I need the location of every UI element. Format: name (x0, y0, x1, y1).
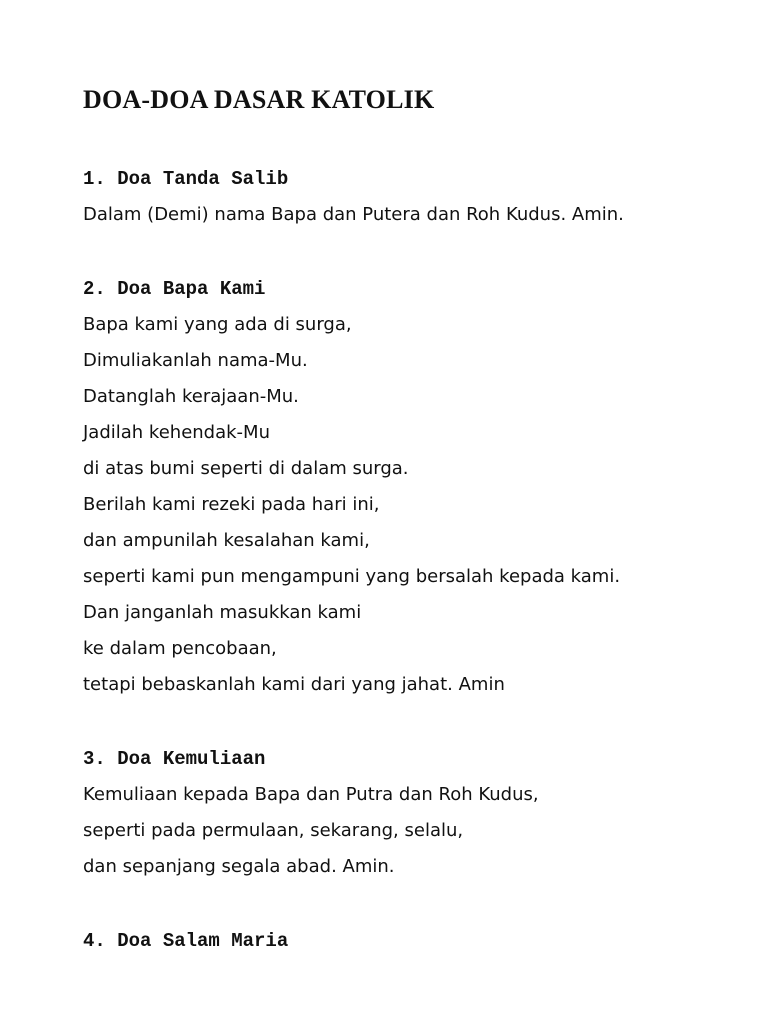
document-page (83, 84, 743, 959)
section-doa-bapa-kami (83, 271, 743, 703)
section-doa-salam-maria (83, 923, 743, 959)
prayer-line: di atas bumi seperti di dalam surga. (83, 458, 409, 479)
prayer-line: tetapi bebaskanlah kami dari yang jahat. Amin (83, 674, 505, 695)
document-title: DOA-DOA DASAR KATOLIK (83, 85, 435, 114)
prayer-line: Bapa kami yang ada di surga, (83, 314, 352, 335)
prayer-line: Jadilah kehendak-Mu (83, 422, 270, 443)
section-doa-tanda-salib (83, 161, 743, 233)
prayer-line: ke dalam pencobaan, (83, 638, 277, 659)
prayer-line: Datanglah kerajaan-Mu. (83, 386, 299, 407)
prayer-line: Dimuliakanlah nama-Mu. (83, 350, 308, 371)
spacer (83, 116, 743, 161)
prayer-line: Kemuliaan kepada Bapa dan Putra dan Roh Kudus, (83, 784, 539, 805)
prayer-line: dan ampunilah kesalahan kami, (83, 530, 370, 551)
prayer-line: Dalam (Demi) nama Bapa dan Putera dan Roh Kudus. Amin. (83, 204, 624, 225)
prayer-line: Dan janganlah masukkan kami (83, 602, 362, 623)
spacer (83, 885, 743, 923)
section-doa-kemuliaan (83, 741, 743, 885)
section-heading: 4. Doa Salam Maria (83, 930, 289, 952)
prayer-line: dan sepanjang segala abad. Amin. (83, 856, 395, 877)
spacer (83, 233, 743, 271)
section-heading: 2. Doa Bapa Kami (83, 278, 266, 300)
spacer (83, 703, 743, 741)
prayer-line: seperti pada permulaan, sekarang, selalu, (83, 820, 464, 841)
prayer-line: seperti kami pun mengampuni yang bersalah kepada kami. (83, 566, 621, 587)
section-heading: 3. Doa Kemuliaan (83, 748, 266, 770)
section-heading: 1. Doa Tanda Salib (83, 168, 289, 190)
prayer-line: Berilah kami rezeki pada hari ini, (83, 494, 380, 515)
